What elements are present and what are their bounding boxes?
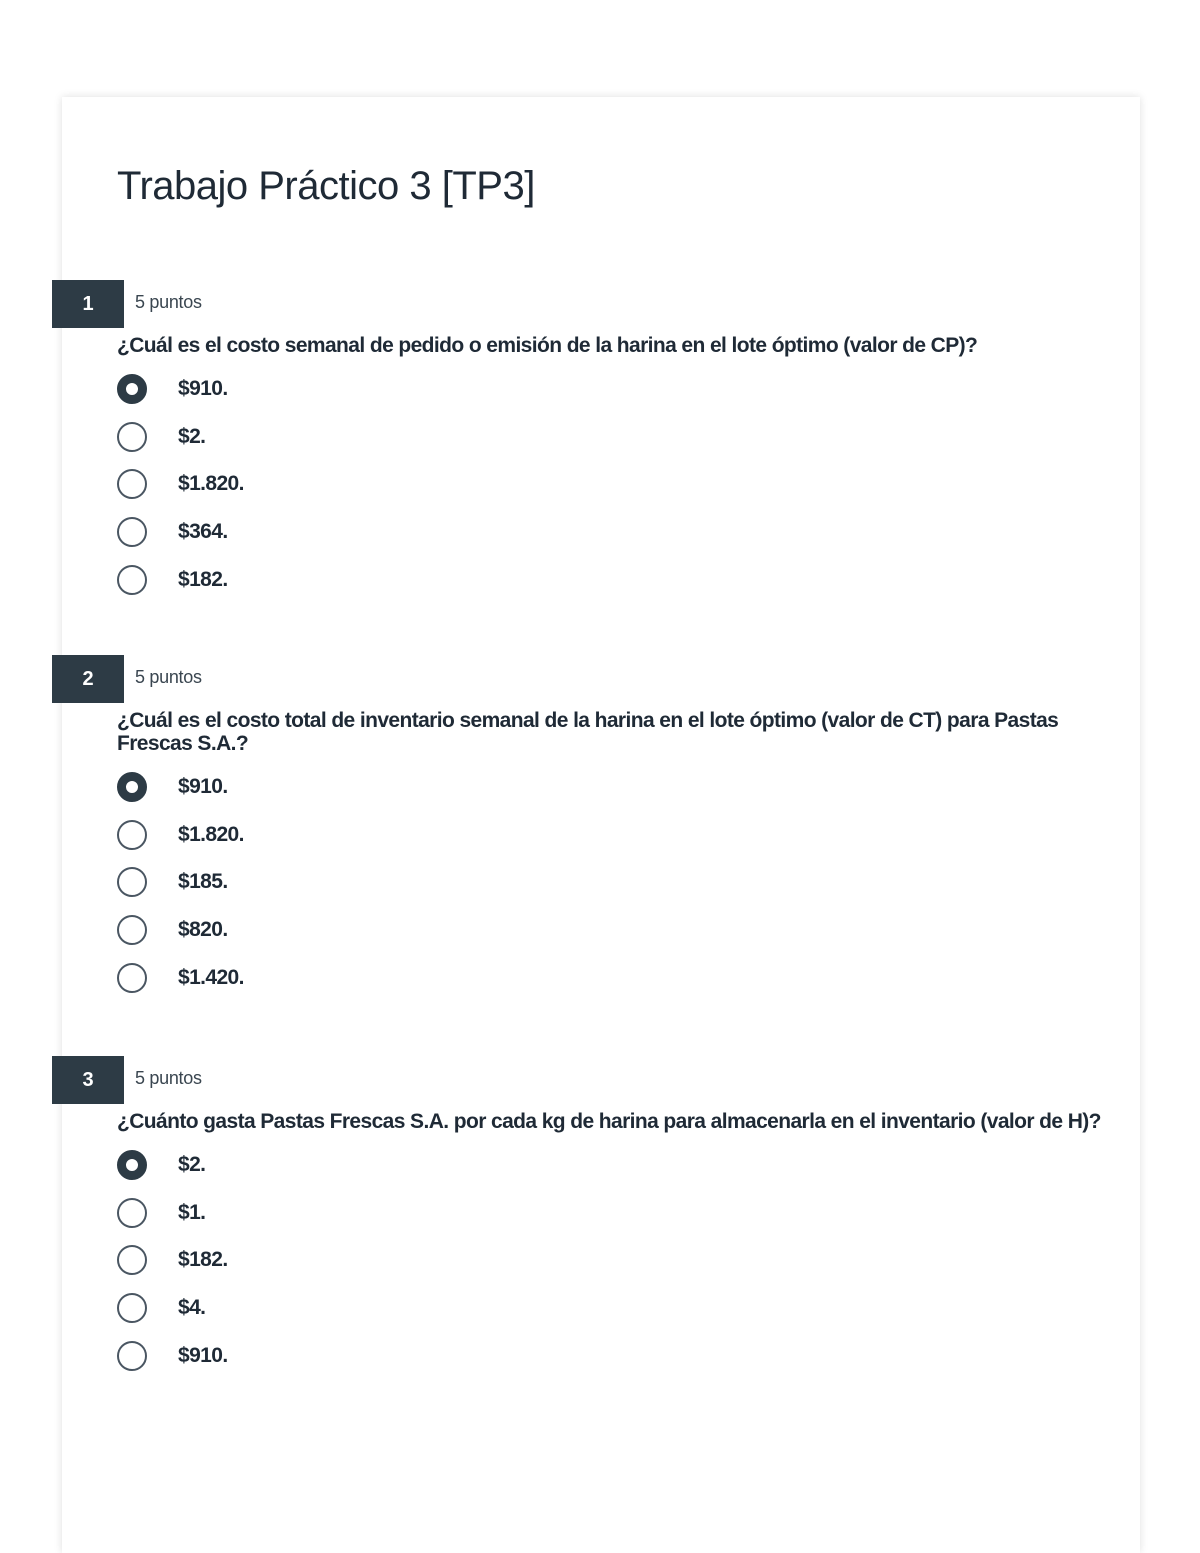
answer-option[interactable] bbox=[0, 1189, 1200, 1237]
question-3 bbox=[0, 1056, 1200, 1379]
answer-option[interactable] bbox=[0, 460, 1200, 508]
question-header bbox=[0, 655, 1200, 703]
radio-icon[interactable] bbox=[117, 915, 147, 945]
answer-option[interactable] bbox=[0, 954, 1200, 1002]
question-points: 5 puntos bbox=[135, 1068, 202, 1088]
question-number-badge: 2 bbox=[52, 655, 124, 703]
answer-option[interactable] bbox=[0, 1141, 1200, 1189]
question-text: ¿Cuál es el costo semanal de pedido o emisión de la harina en el lote óptimo (valor de CP)? bbox=[117, 334, 978, 357]
radio-selected-icon[interactable] bbox=[117, 374, 147, 404]
quiz-title: Trabajo Práctico 3 [TP3] bbox=[117, 164, 535, 208]
radio-icon[interactable] bbox=[117, 469, 147, 499]
radio-selected-icon[interactable] bbox=[117, 1150, 147, 1180]
radio-icon[interactable] bbox=[117, 565, 147, 595]
question-2 bbox=[0, 655, 1200, 1001]
answer-label: $910. bbox=[178, 376, 228, 400]
radio-icon[interactable] bbox=[117, 1245, 147, 1275]
question-points: 5 puntos bbox=[135, 667, 202, 687]
answer-label: $1.820. bbox=[178, 822, 244, 846]
answer-label: $4. bbox=[178, 1295, 206, 1319]
answer-options bbox=[0, 763, 1200, 1001]
radio-selected-icon[interactable] bbox=[117, 772, 147, 802]
radio-icon[interactable] bbox=[117, 820, 147, 850]
answer-option[interactable] bbox=[0, 508, 1200, 556]
question-number-badge: 1 bbox=[52, 280, 124, 328]
answer-option[interactable] bbox=[0, 1236, 1200, 1284]
question-header bbox=[0, 280, 1200, 328]
answer-label: $1. bbox=[178, 1200, 206, 1224]
answer-option[interactable] bbox=[0, 763, 1200, 811]
answer-label: $910. bbox=[178, 774, 228, 798]
radio-icon[interactable] bbox=[117, 867, 147, 897]
answer-label: $182. bbox=[178, 1248, 228, 1272]
radio-icon[interactable] bbox=[117, 1293, 147, 1323]
question-text: ¿Cuál es el costo total de inventario semanal de la harina en el lote óptimo (valor de CT) para Pastas Frescas S.A.? bbox=[117, 709, 1059, 755]
question-1 bbox=[0, 280, 1200, 603]
answer-options bbox=[0, 1141, 1200, 1379]
answer-option[interactable] bbox=[0, 556, 1200, 604]
answer-option[interactable] bbox=[0, 365, 1200, 413]
answer-option[interactable] bbox=[0, 413, 1200, 461]
answer-label: $182. bbox=[178, 567, 228, 591]
answer-label: $1.420. bbox=[178, 965, 244, 989]
question-points: 5 puntos bbox=[135, 292, 202, 312]
radio-icon[interactable] bbox=[117, 517, 147, 547]
answer-option[interactable] bbox=[0, 1284, 1200, 1332]
answer-label: $364. bbox=[178, 519, 228, 543]
question-number-badge: 3 bbox=[52, 1056, 124, 1104]
question-header bbox=[0, 1056, 1200, 1104]
radio-icon[interactable] bbox=[117, 963, 147, 993]
radio-icon[interactable] bbox=[117, 422, 147, 452]
answer-label: $185. bbox=[178, 870, 228, 894]
radio-icon[interactable] bbox=[117, 1198, 147, 1228]
answer-label: $820. bbox=[178, 917, 228, 941]
question-text: ¿Cuánto gasta Pastas Frescas S.A. por cada kg de harina para almacenarla en el inventario (valor de H)? bbox=[117, 1110, 1101, 1133]
answer-label: $2. bbox=[178, 1152, 206, 1176]
answer-option[interactable] bbox=[0, 906, 1200, 954]
answer-options bbox=[0, 365, 1200, 603]
answer-label: $1.820. bbox=[178, 472, 244, 496]
answer-option[interactable] bbox=[0, 811, 1200, 859]
answer-option[interactable] bbox=[0, 1332, 1200, 1380]
answer-label: $2. bbox=[178, 424, 206, 448]
radio-icon[interactable] bbox=[117, 1341, 147, 1371]
answer-label: $910. bbox=[178, 1343, 228, 1367]
answer-option[interactable] bbox=[0, 858, 1200, 906]
